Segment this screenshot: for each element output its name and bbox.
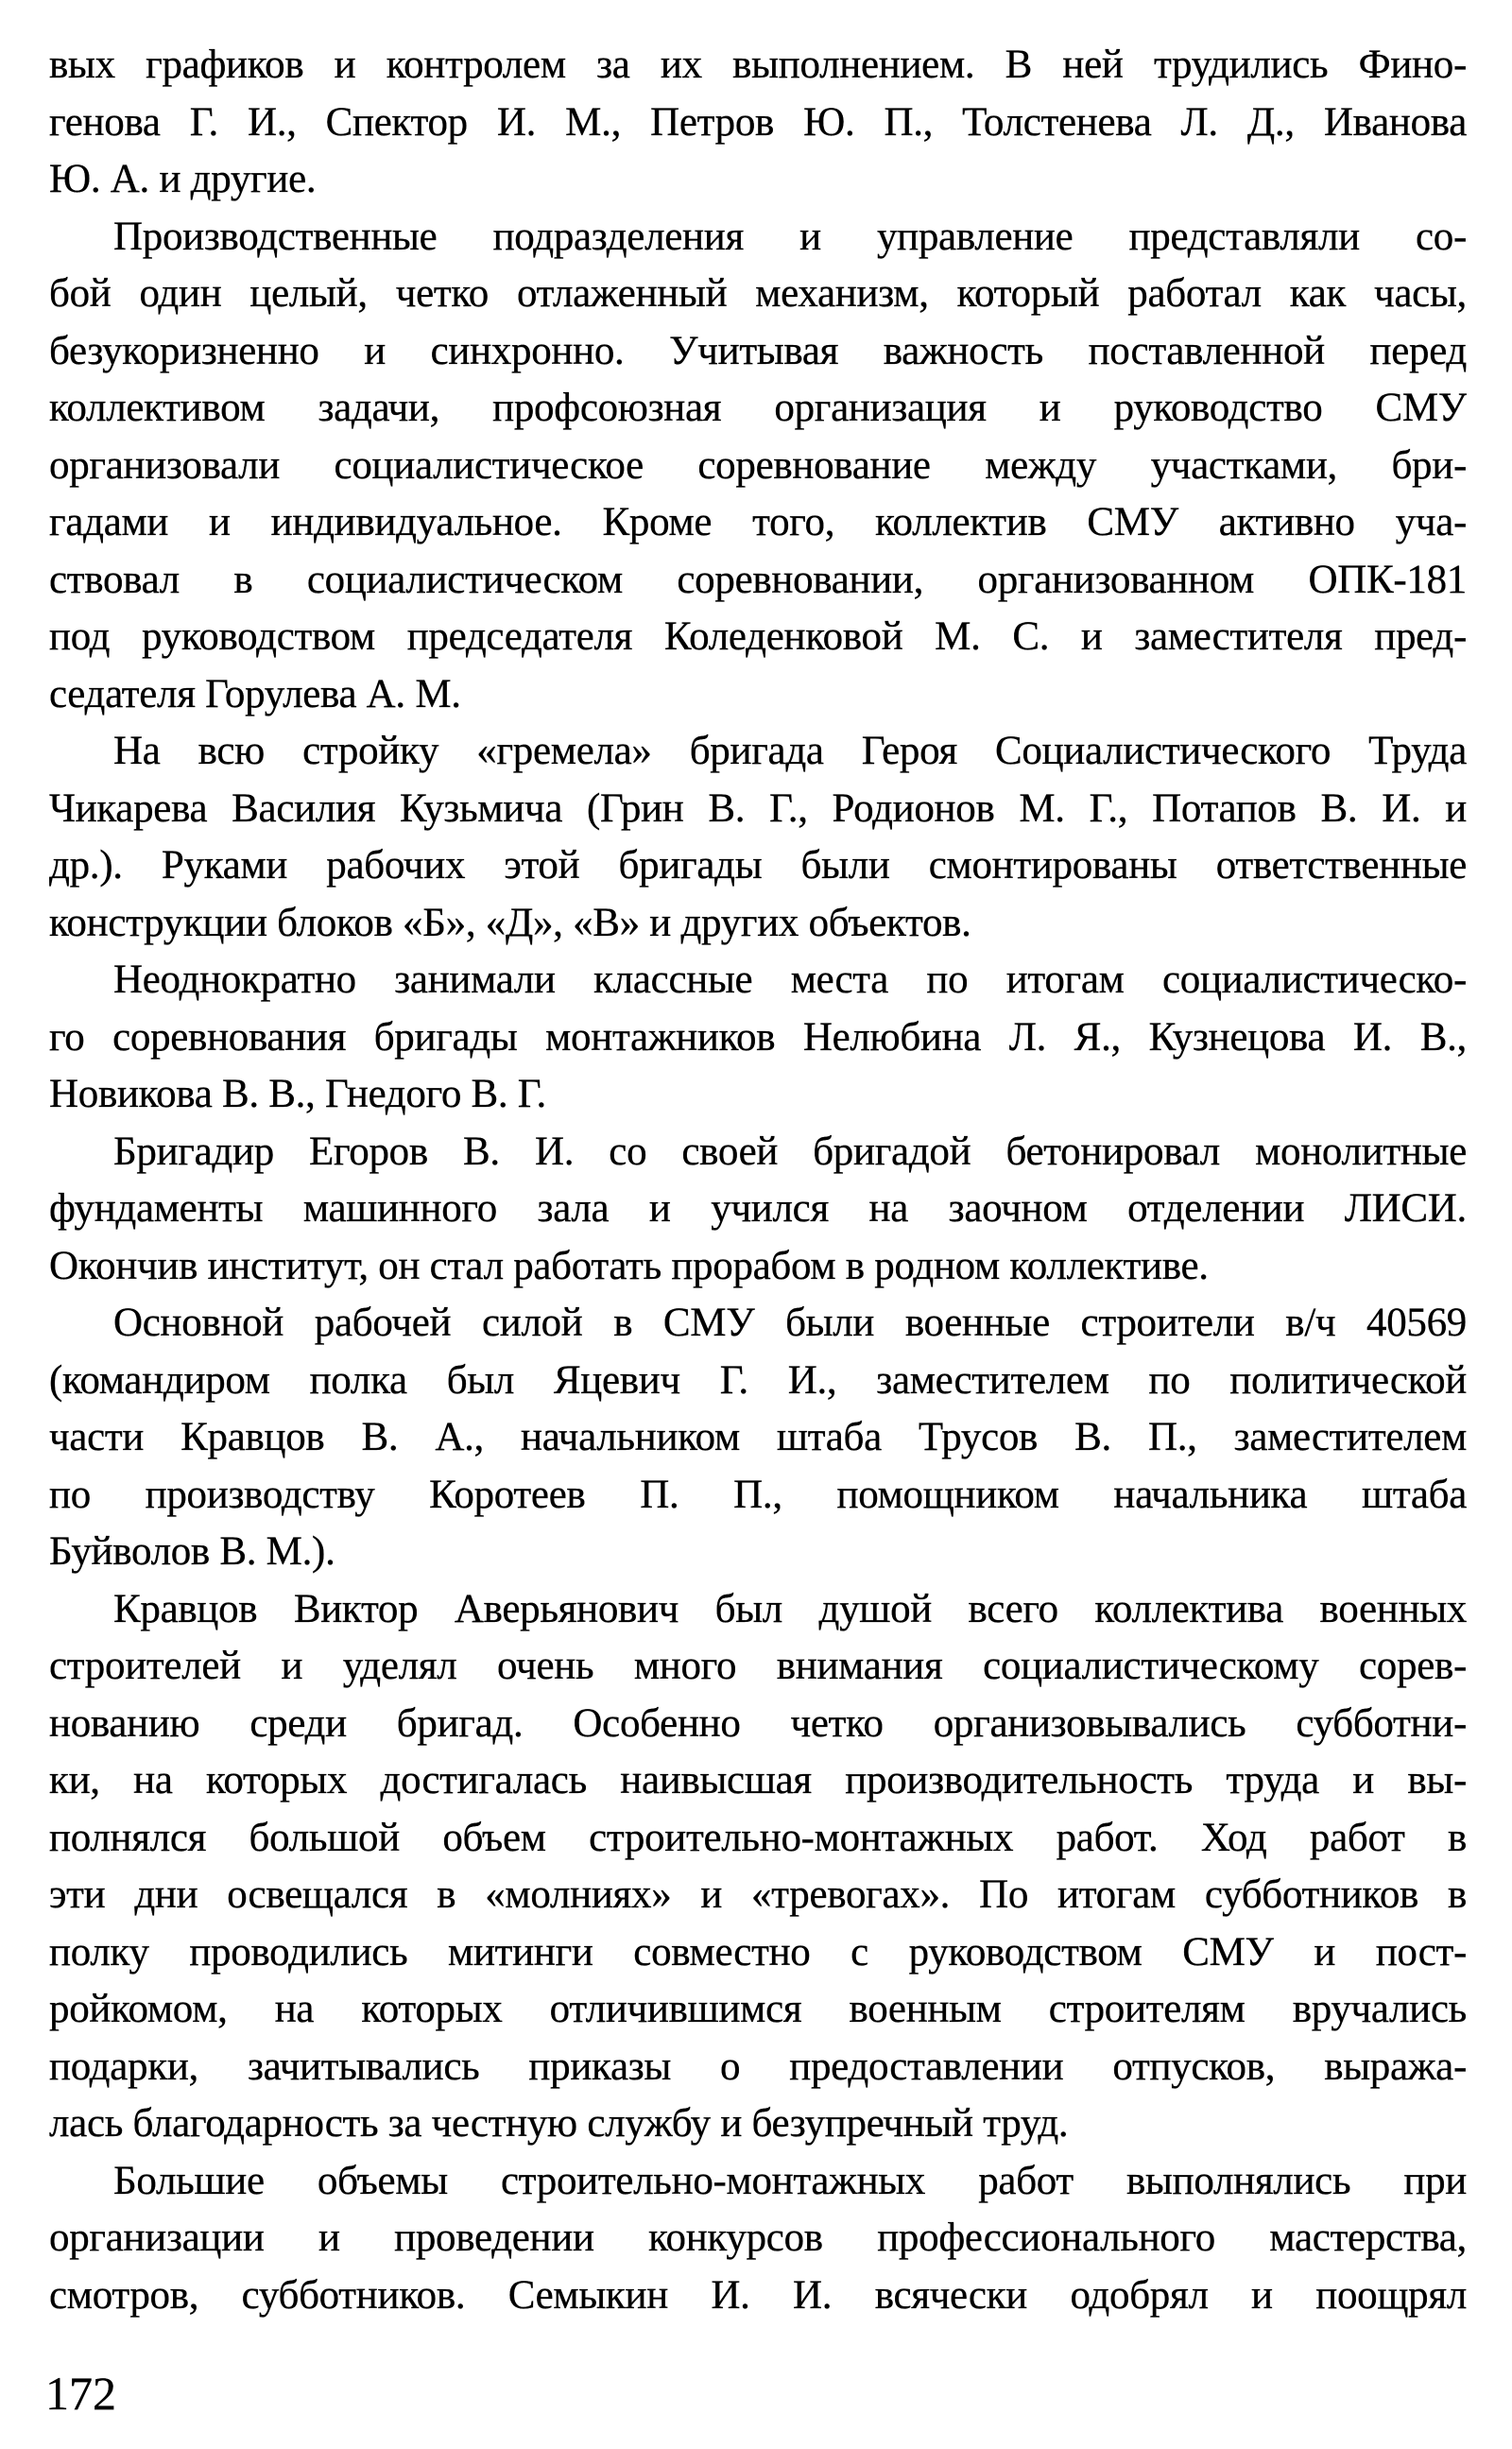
text-line: Производственные подразделения и управление представляли со-	[113, 214, 1467, 259]
text-line: Новикова В. В., Гнедого В. Г.	[49, 1072, 546, 1116]
text-line: генова Г. И., Спектор И. М., Петров Ю. П., Толстенева Л. Д., Иванова	[49, 99, 1467, 145]
text-line: коллективом задачи, профсоюзная организация и руководство СМУ	[49, 386, 1467, 430]
text-block	[49, 37, 1467, 2324]
paragraph	[49, 1295, 1467, 1581]
paragraph	[49, 952, 1467, 1124]
text-line: Окончив институт, он стал работать прорабом в родном коллективе.	[49, 1243, 1209, 1288]
text-line: безукоризненно и синхронно. Учитывая важность поставленной перед	[49, 328, 1467, 373]
text-line: Чикарева Василия Кузьмича (Грин В. Г., Родионов М. Г., Потапов В. И. и	[49, 785, 1467, 831]
paragraph	[49, 37, 1467, 209]
text-line: бой один целый, четко отлаженный механизм, который работал как часы,	[49, 271, 1467, 316]
text-line: по производству Коротеев П. П., помощником начальника штаба	[49, 1472, 1467, 1517]
text-line: ки, на которых достигалась наивысшая производительность труда и вы-	[49, 1758, 1467, 1802]
text-line: ствовал в социалистическом соревновании, организованном ОПК-181	[49, 557, 1467, 602]
text-line: лась благодарность за честную службу и безупречный труд.	[49, 2101, 1069, 2146]
text-line: На всю стройку «гремела» бригада Героя Социалистического Труда	[113, 729, 1467, 773]
text-line: организовали социалистическое соревнование между участками, бри-	[49, 442, 1467, 488]
text-line: под руководством председателя Коледенковой М. С. и заместителя пред-	[49, 614, 1467, 659]
text-line: др.). Руками рабочих этой бригады были смонтированы ответственные	[49, 843, 1467, 888]
text-line: части Кравцов В. А., начальником штаба Трусов В. П., заместителем	[49, 1415, 1467, 1459]
text-line: гадами и индивидуальное. Кроме того, коллектив СМУ активно уча-	[49, 500, 1467, 544]
text-line: строителей и уделял очень много внимания социалистическому сорев-	[49, 1644, 1467, 1688]
text-line: ройкомом, на которых отличившимся военным строителям вручались	[49, 1987, 1467, 2031]
text-line: организации и проведении конкурсов профессионального мастерства,	[49, 2216, 1467, 2260]
paragraph	[49, 1124, 1467, 1296]
paragraph	[49, 209, 1467, 724]
text-line: полнялся большой объем строительно-монтажных работ. Ход работ в	[49, 1815, 1467, 1860]
text-line: фундаменты машинного зала и учился на заочном отделении ЛИСИ.	[49, 1186, 1467, 1231]
text-line: Основной рабочей силой в СМУ были военные строители в/ч 40569	[113, 1301, 1467, 1345]
text-line: вых графиков и контролем за их выполнением. В ней трудились Фино-	[49, 43, 1467, 87]
text-line: Буйволов В. М.).	[49, 1529, 335, 1574]
page-number: 172	[45, 2367, 116, 2420]
paragraph	[49, 2153, 1467, 2325]
text-line: Ю. А. и другие.	[49, 157, 317, 201]
text-line: подарки, зачитывались приказы о предоставлении отпусков, выража-	[49, 2044, 1467, 2089]
text-line: смотров, субботников. Семыкин И. И. всячески одобрял и поощрял	[49, 2272, 1467, 2318]
text-line: Неоднократно занимали классные места по итогам социалистическо-	[113, 957, 1467, 1002]
text-line: (командиром полка был Яцевич Г. И., заместителем по политической	[49, 1357, 1467, 1403]
text-line: го соревнования бригады монтажников Нелюбина Л. Я., Кузнецова И. В.,	[49, 1014, 1467, 1060]
text-line: седателя Горулева А. М.	[49, 671, 461, 716]
text-line: Большие объемы строительно-монтажных работ выполнялись при	[113, 2158, 1467, 2203]
paragraph	[49, 723, 1467, 952]
text-line: конструкции блоков «Б», «Д», «В» и других объектов.	[49, 900, 971, 945]
text-line: Кравцов Виктор Аверьянович был душой всего коллектива военных	[113, 1586, 1467, 1631]
text-line: эти дни освещался в «молниях» и «тревогах». По итогам субботников в	[49, 1872, 1467, 1917]
text-line: полку проводились митинги совместно с руководством СМУ и пост-	[49, 1929, 1467, 1975]
text-line: нованию среди бригад. Особенно четко организовывались субботни-	[49, 1700, 1467, 1746]
text-line: Бригадир Егоров В. И. со своей бригадой бетонировал монолитные	[113, 1129, 1467, 1174]
paragraph	[49, 1581, 1467, 2153]
